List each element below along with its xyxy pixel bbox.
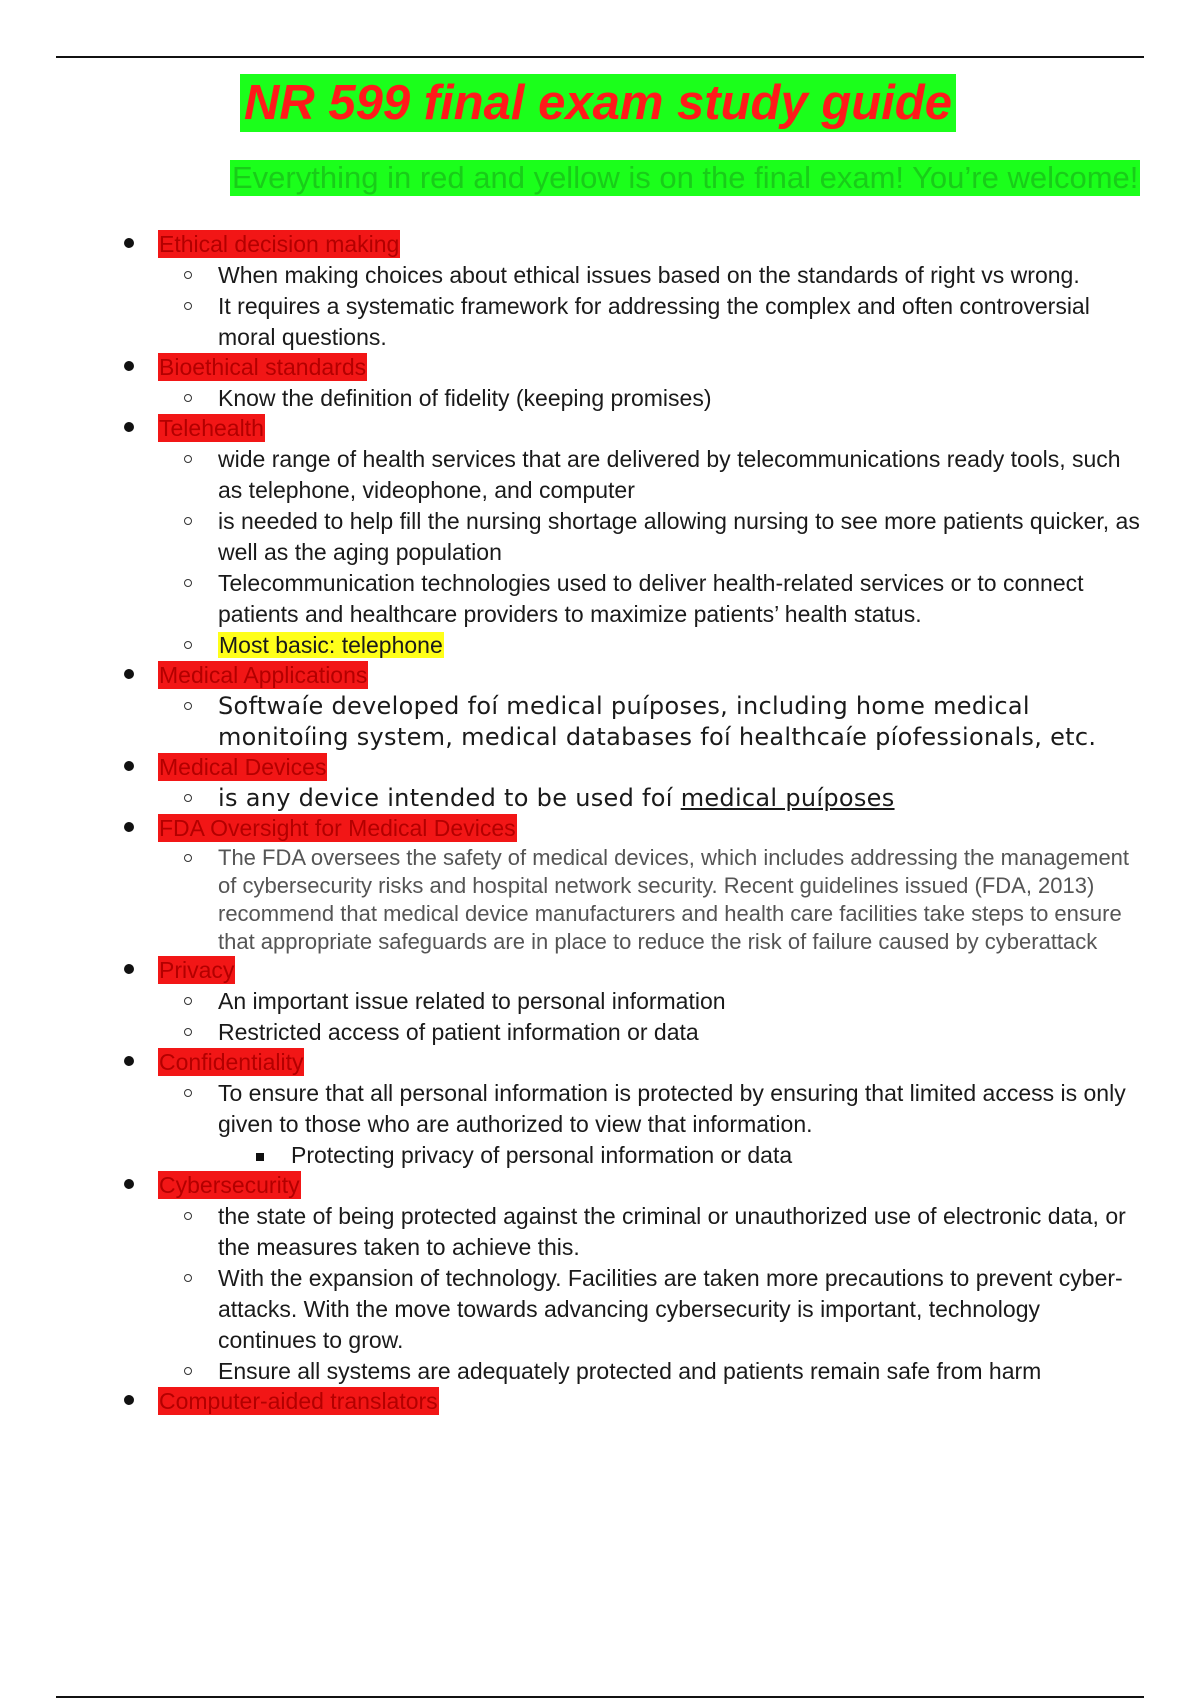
topic-label: FDA Oversight for Medical Devices: [159, 815, 516, 841]
topic-telehealth: [0, 414, 1200, 442]
list-item: [0, 630, 1200, 661]
topic-label: Bioethical standards: [159, 354, 367, 380]
topic-fda-oversight: [0, 814, 1200, 842]
item-text: An important issue related to personal information: [218, 988, 726, 1014]
circle-bullet-icon: [184, 1212, 192, 1220]
topic-label: Cybersecurity: [159, 1172, 300, 1198]
bullet-icon: [124, 361, 134, 371]
item-text: The FDA oversees the safety of medical devices, which includes addressing the management of cybersecurity risks and hospital network security. Recent guidelines issued (FDA, 2013) recommend that medical device manufacturers and health care facilities take steps to ensure that appropriate safeguards are in place to reduce the risk of failure caused by cyberattack: [218, 845, 1130, 954]
bullet-icon: [124, 964, 134, 974]
list-item: [0, 260, 1200, 291]
topic-cybersecurity: [0, 1171, 1200, 1199]
topic-label: Ethical decision making: [159, 231, 400, 257]
list-item: [0, 1356, 1200, 1387]
item-link-text: medical puíposes: [680, 784, 895, 812]
circle-bullet-icon: [184, 854, 192, 862]
list-item: [0, 1263, 1200, 1356]
bottom-rule: [56, 1696, 1144, 1698]
page-subtitle: Everything in red and yellow is on the final exam! You’re welcome!: [232, 160, 1139, 195]
list-item: [0, 444, 1200, 506]
item-text: When making choices about ethical issues based on the standards of right vs wrong.: [218, 262, 1080, 288]
bullet-icon: [124, 238, 134, 248]
item-text: Restricted access of patient information or data: [218, 1019, 699, 1045]
topic-confidentiality: [0, 1048, 1200, 1076]
list-item: [0, 1017, 1200, 1048]
topic-label: Medical Devices: [159, 754, 327, 780]
circle-bullet-icon: [184, 997, 192, 1005]
circle-bullet-icon: [184, 1274, 192, 1282]
topic-label: Computer-aided translators: [159, 1388, 438, 1414]
topic-medical-applications: [0, 661, 1200, 689]
topic-computer-aided-translators: [0, 1387, 1200, 1415]
bullet-icon: [124, 669, 134, 679]
circle-bullet-icon: [184, 579, 192, 587]
list-item: [0, 568, 1200, 630]
bullet-icon: [124, 422, 134, 432]
bullet-icon: [124, 1056, 134, 1066]
item-text: the state of being protected against the criminal or unauthorized use of electronic data, or the measures taken to achieve this.: [218, 1203, 1126, 1260]
item-text: Softwaíe developed foí medical puíposes, including home medical monitoíing system, medical databases foí healthcaíe píofessionals, etc.: [218, 692, 1097, 751]
topic-privacy: [0, 956, 1200, 984]
item-text: Ensure all systems are adequately protected and patients remain safe from harm: [218, 1358, 1042, 1384]
item-text: is needed to help fill the nursing shortage allowing nursing to see more patients quicker, as well as the aging population: [218, 508, 1140, 565]
circle-bullet-icon: [184, 455, 192, 463]
bullet-icon: [124, 1395, 134, 1405]
item-text: With the expansion of technology. Facilities are taken more precautions to prevent cyber-attacks. With the move towards advancing cybersecurity is important, technology continues to grow.: [218, 1265, 1123, 1353]
bullet-icon: [124, 761, 134, 771]
topic-label: Medical Applications: [159, 662, 368, 688]
circle-bullet-icon: [184, 1089, 192, 1097]
item-text: Telecommunication technologies used to deliver health-related services or to connect patients and healthcare providers to maximize patients’ health status.: [218, 570, 1084, 627]
item-text: Protecting privacy of personal information or data: [291, 1142, 793, 1168]
title-block: [0, 74, 1200, 132]
list-item: [0, 844, 1200, 956]
circle-bullet-icon: [184, 1367, 192, 1375]
list-item: [0, 986, 1200, 1017]
circle-bullet-icon: [184, 517, 192, 525]
circle-bullet-icon: [184, 394, 192, 402]
page-title: NR 599 final exam study guide: [240, 74, 956, 132]
circle-bullet-icon: [184, 271, 192, 279]
item-text: It requires a systematic framework for addressing the complex and often controversial moral questions.: [218, 293, 1090, 350]
item-text: is any device intended to be used foí: [218, 784, 673, 812]
topic-outline: [0, 230, 1200, 1417]
list-item: [0, 1078, 1200, 1140]
topic-ethical-decision-making: [0, 230, 1200, 258]
circle-bullet-icon: [184, 1028, 192, 1036]
item-text: Know the definition of fidelity (keeping promises): [218, 385, 712, 411]
list-item: [0, 291, 1200, 353]
item-text-highlighted: Most basic: telephone: [219, 632, 443, 658]
item-text: wide range of health services that are delivered by telecommunications ready tools, such as telephone, videophone, and computer: [218, 446, 1121, 503]
circle-bullet-icon: [184, 302, 192, 310]
circle-bullet-icon: [184, 702, 192, 710]
list-item: [0, 1201, 1200, 1263]
square-bullet-icon: [256, 1153, 264, 1161]
nested-list-item: [0, 1140, 1200, 1171]
list-item: [0, 691, 1200, 753]
list-item: [0, 383, 1200, 414]
topic-label: Privacy: [159, 957, 235, 983]
bullet-icon: [124, 822, 134, 832]
list-item: [0, 783, 1200, 814]
topic-bioethical-standards: [0, 353, 1200, 381]
circle-bullet-icon: [184, 641, 192, 649]
subtitle-block: [230, 160, 1140, 196]
list-item: [0, 506, 1200, 568]
circle-bullet-icon: [184, 794, 192, 802]
topic-medical-devices: [0, 753, 1200, 781]
topic-label: Confidentiality: [159, 1049, 304, 1075]
top-rule: [56, 56, 1144, 58]
bullet-icon: [124, 1179, 134, 1189]
topic-label: Telehealth: [159, 415, 264, 441]
item-text: To ensure that all personal information is protected by ensuring that limited access is only given to those who are authorized to view that information.: [218, 1080, 1126, 1137]
